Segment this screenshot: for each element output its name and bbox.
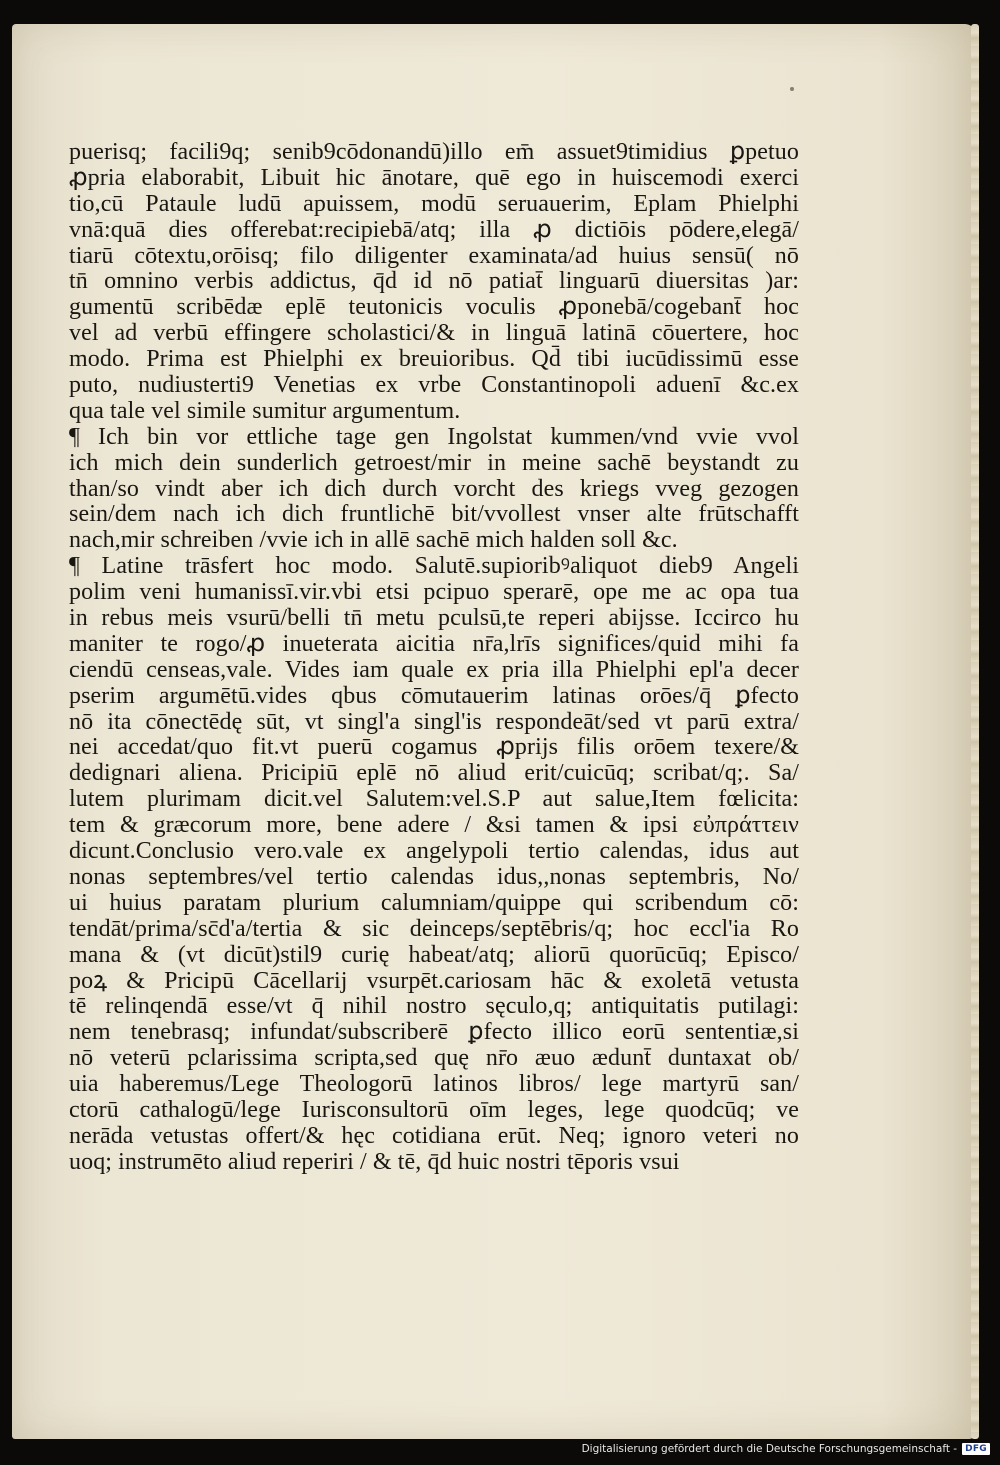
text-line: polim veni humanissī.vir.vbi etsi pcipuo sperarē, ope me ac opa tua <box>69 579 799 606</box>
dfg-logo-icon: DFG <box>962 1443 990 1455</box>
text-line: ich mich dein sunderlich getroest/mir in meine sachē beystandt zu <box>69 449 799 476</box>
text-line: nei accedat/quo fit.vt puerū cogamus ꝓprijs filis orōem texere/& <box>69 734 799 761</box>
text-line: dedignari aliena. Pricipiū eplē nō aliud erit/cuicūq; scribat/q;. Sa/ <box>69 760 799 787</box>
text-line: puto, nudiusterti9 Venetias ex vrbe Constantinopoli aduenī &c.ex <box>69 372 799 399</box>
text-line: nem tenebrasq; infundat/subscriberē ꝑfecto illico eorū sententiæ,si <box>69 1019 799 1046</box>
book-page <box>12 24 975 1439</box>
text-line: ciendū censeas,vale. Vides iam quale ex pria illa Phielphi epl'a decer <box>69 656 799 683</box>
text-line: modo. Prima est Phielphi ex breuioribus. Qd̄ tibi iucūdissimū esse <box>69 346 799 373</box>
text-line: nach,mir schreiben /vvie ich in allē sachē mich halden soll &c. <box>69 527 678 554</box>
text-line: vnā:quā dies offerebat:recipiebā/atq; illa ꝓ dictiōis pōdere,elegā/ <box>69 216 799 243</box>
text-line: nō veterū pclarissima scripta,sed quę nr̄o æuo ædunt̄ duntaxat ob/ <box>69 1045 799 1072</box>
text-line: ctorū cathalogū/lege Iurisconsultorū oīm leges, lege quodcūq; ve <box>69 1096 799 1123</box>
text-line: tendāt/prima/sc̄d'a/tertia & sic deinceps/septēbris/q; hoc eccl'ia Ro <box>69 915 799 942</box>
text-line: tē relinqendā esse/vt q̄ nihil nostro sęculo,q; antiquitatis putilagi: <box>69 993 799 1020</box>
text-line: uia haberemus/Lege Theologorū latinos libros/ lege martyrū san/ <box>69 1071 799 1098</box>
text-line: qua tale vel simile sumitur argumentum. <box>69 397 461 424</box>
credit-text: Digitalisierung gefördert durch die Deutsche Forschungsgemeinschaft - <box>581 1443 958 1455</box>
text-line: sein/dem nach ich dich fruntlichē bit/vvollest vnser alte frūtschafft <box>69 501 799 528</box>
text-line: dicunt.Conclusio vero.vale ex angelypoli tertio calendas, idus aut <box>69 838 799 865</box>
text-line: tiarū cōtextu,orōisq; filo diligenter examinata/ad huius sensū( nō <box>69 242 799 269</box>
text-line: ¶ Ich bin vor ettliche tage gen Ingolstat kummen/vnd vvie vvol <box>69 423 799 450</box>
text-line: poꝝ & Pricipū Cācellarij vsurpēt.cariosam hāc & exoletā vetusta <box>69 967 799 994</box>
text-line: nō ita cōnectēdę sūt, vt singl'a singl'is respondeāt/sed vt parū extra/ <box>69 708 799 735</box>
text-line: gumentū scribēdæ eplē teutonicis voculis ꝓponebā/cogebant̄ hoc <box>69 294 799 321</box>
text-line: vel ad verbū effingere scholastici/& in linguā latinā cōuertere, hoc <box>69 320 799 347</box>
text-line: than/so vindt aber ich dich durch vorcht des kriegs vveg gezogen <box>69 475 799 502</box>
text-line: nerāda vetustas offert/& hęc cotidiana erūt. Neq; ignoro veteri no <box>69 1122 799 1149</box>
text-line: puerisq; facili9q; senib9cōdonandū)illo em̄ assuet9timidius ꝑpetuo <box>69 139 799 165</box>
text-line: pserim argumētū.vides qbus cōmutauerim latinas orōes/q̄ ꝑfecto <box>69 682 799 709</box>
text-line: ui huius paratam plurium calumniam/quippe qui scribendum cō: <box>69 889 799 916</box>
digitization-credit <box>582 1443 990 1455</box>
text-line: nonas septembres/vel tertio calendas idus,,nonas septembris, No/ <box>69 863 799 890</box>
text-line: mana & (vt dicūt)stil9 curię habeat/atq; aliorū quorūcūq; Episco/ <box>69 941 799 968</box>
text-line: tio,cū Pataule ludū apuissem, modū seruauerim, Eplam Phielphi <box>69 190 799 217</box>
text-line: in rebus meis vsurū/belli tn̄ metu pculsū,te reperi abijsse. Iccirco hu <box>69 605 799 632</box>
text-line: ꝓpria elaborabit, Libuit hic ānotare, quē ego in huiscemodi exerci <box>69 164 799 191</box>
text-line: uoq; instrumēto aliud reperiri / & tē, q̄d huic nostri tēporis vsui <box>69 1148 680 1175</box>
text-line: maniter te rogo/ꝓ inueterata aicitia nr̄a,lrīs significes/quid mihi fa <box>69 630 799 657</box>
text-line: tem & græcorum more, bene adere / &si tamen & ipsi εὐπράττειν <box>69 812 799 839</box>
text-line: lutem plurimam dicit.vel Salutem:vel.S.P aut salue,Item fœlicita: <box>69 786 799 813</box>
text-line: ¶ Latine trāsfert hoc modo. Salutē.supioribꝰaliquot dieb9 Angeli <box>69 553 799 580</box>
page-text <box>69 140 799 1176</box>
text-line: tn̄ omnino verbis addictus, q̄d id nō patiat̄ linguarū diuersitas )ar: <box>69 268 799 295</box>
ink-speck <box>790 87 794 91</box>
